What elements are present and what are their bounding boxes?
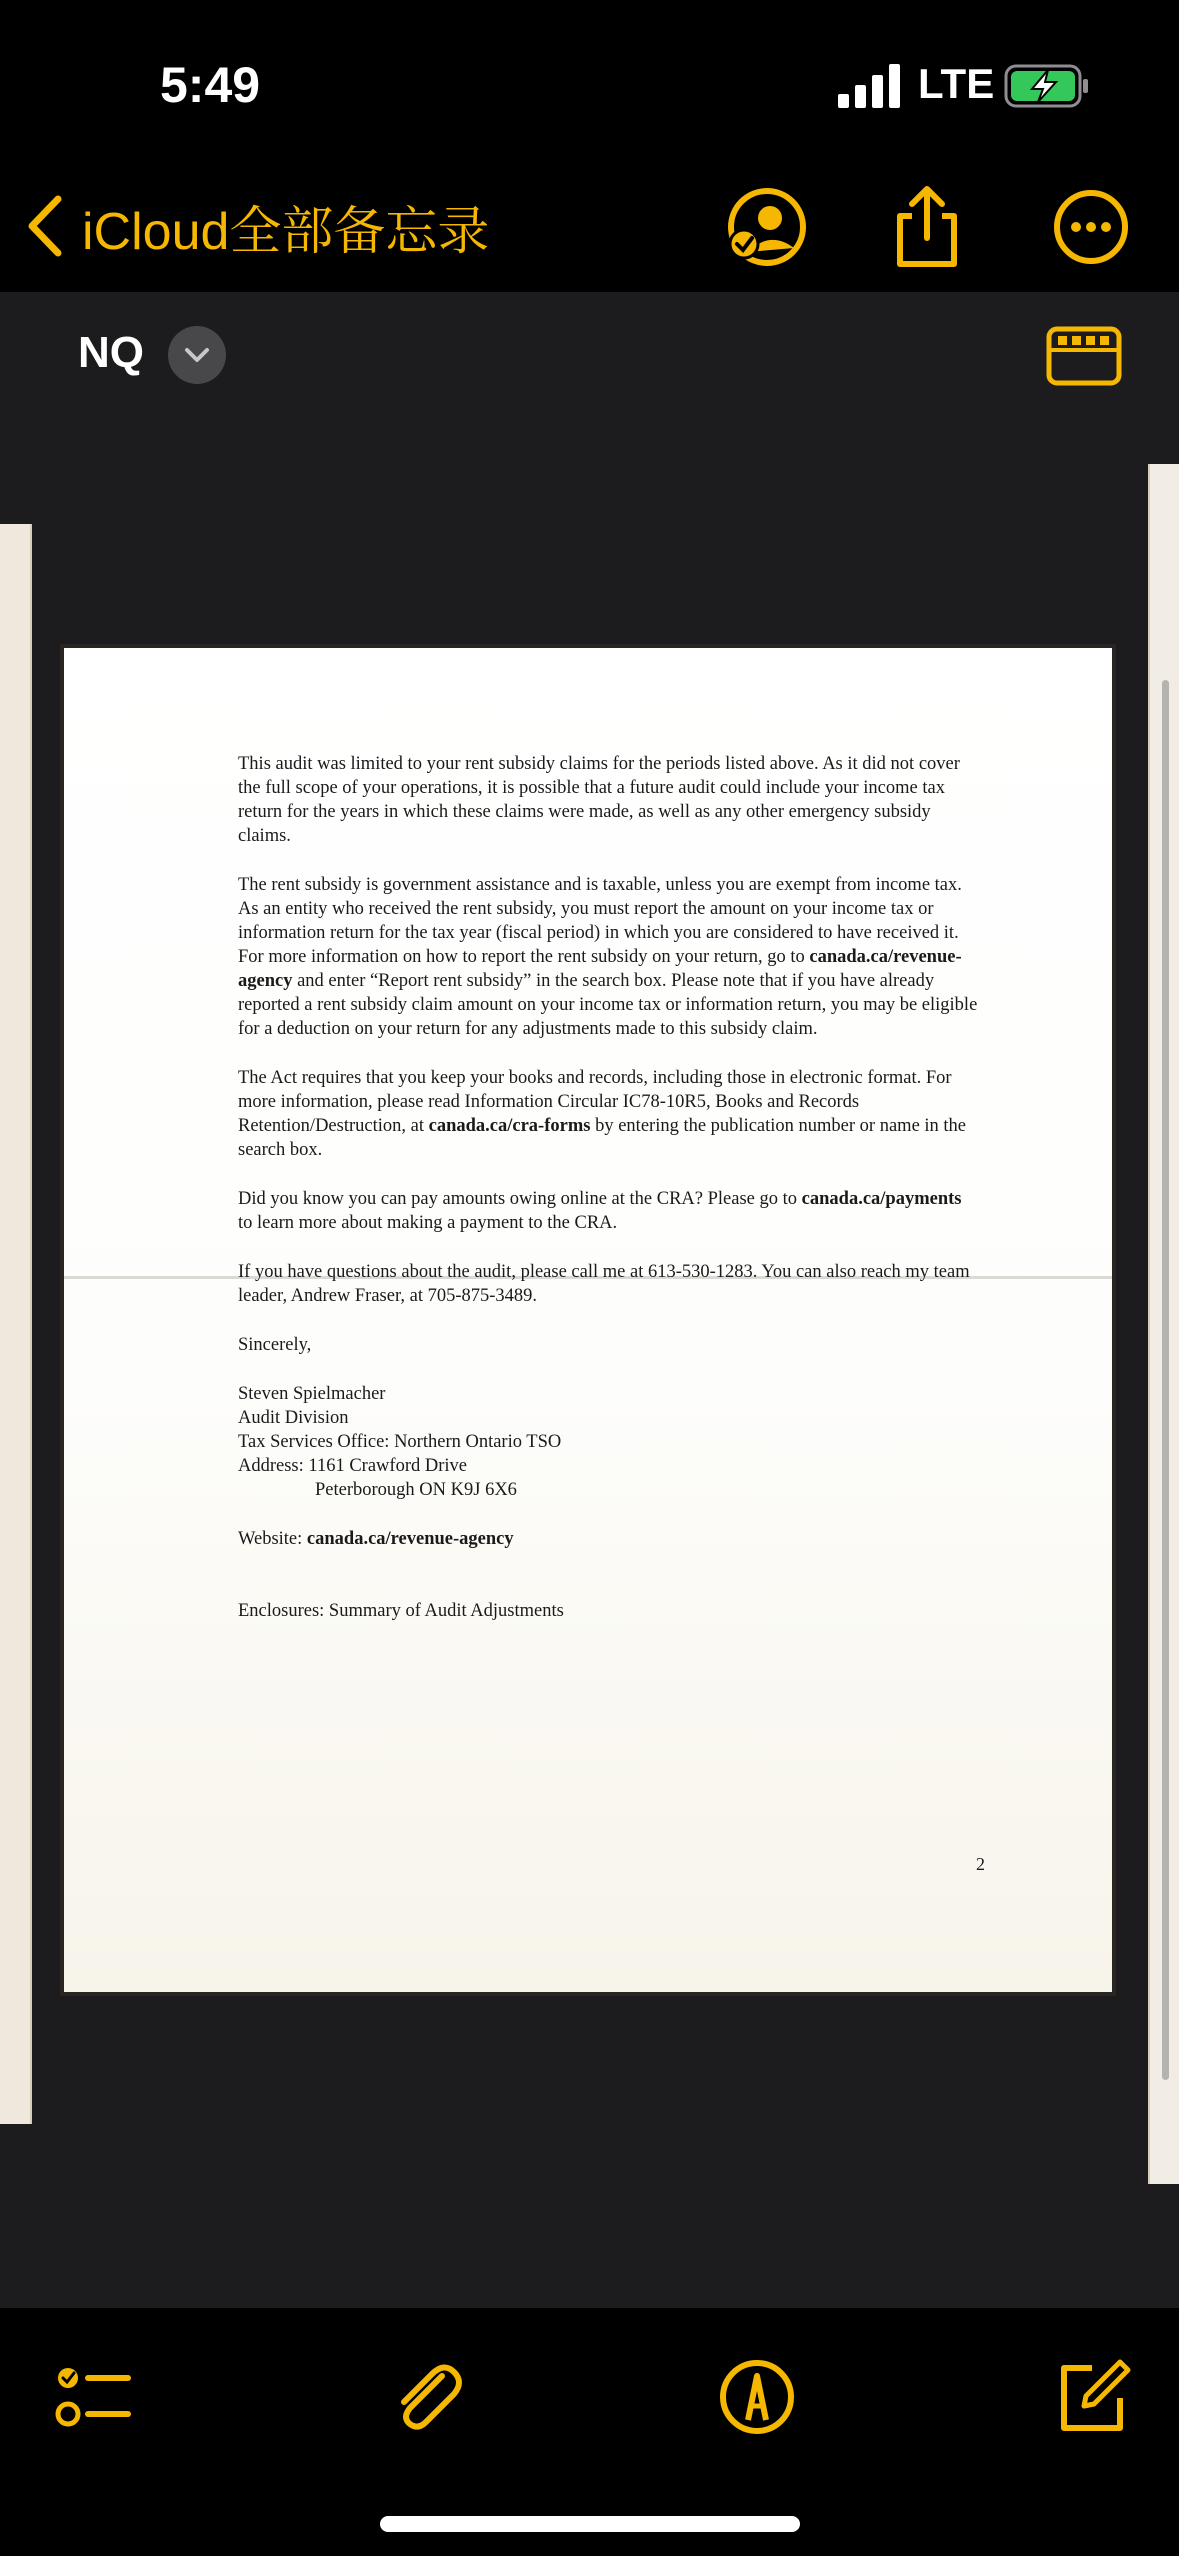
letter-body <box>238 752 978 1648</box>
scan-viewer[interactable] <box>0 420 1179 2308</box>
scroll-indicator <box>1162 680 1169 2080</box>
share-person-icon[interactable] <box>722 182 812 272</box>
enclosures: Enclosures: Summary of Audit Adjustments <box>238 1601 564 1621</box>
text-segment: to learn more about making a payment to the CRA. <box>238 1213 618 1233</box>
note-title: NQ <box>78 328 144 377</box>
scanned-letter-page <box>60 644 1116 1996</box>
attachment-icon[interactable] <box>382 2352 472 2442</box>
text-segment: The Act requires that you keep your books and records, including those in electronic format. For more information, please read Information Circular IC78-10R5, Books and Records Retention/Destruction, at <box>238 1068 952 1136</box>
cellular-signal-icon <box>838 64 902 108</box>
address-line-2: Peterborough ON K9J 6X6 <box>315 1480 517 1500</box>
website-line <box>238 1527 978 1551</box>
text-segment: Did you know you can pay amounts owing online at the CRA? Please go to <box>238 1189 802 1209</box>
note-header <box>0 292 1179 422</box>
paragraph-questions: If you have questions about the audit, please call me at 613-530-1283. You can also reach my team leader, Andrew Fraser, at 705-875-3489. <box>238 1262 970 1306</box>
text-segment: and enter “Report rent subsidy” in the search box. Please note that if you have already reported a rent subsidy claim amount on your income tax or information return, you may be eligible for a deduction on your return for any adjustments made to this subsidy claim. <box>238 971 978 1039</box>
more-options-icon[interactable] <box>1046 182 1136 272</box>
paragraph-books-records <box>238 1066 978 1162</box>
link-cra-forms: canada.ca/cra-forms <box>428 1116 591 1136</box>
link-revenue-agency: canada.ca/revenue-agency <box>238 947 962 991</box>
status-time: 5:49 <box>160 57 261 113</box>
compose-note-icon[interactable] <box>1046 2352 1136 2442</box>
gallery-view-icon[interactable] <box>1046 326 1122 386</box>
address-line-1: Address: 1161 Crawford Drive <box>238 1456 467 1476</box>
paragraph-payments <box>238 1187 978 1235</box>
text-segment: by entering the publication number or name in the search box. <box>238 1116 967 1160</box>
markup-pen-icon[interactable] <box>712 2352 802 2442</box>
page-number: 2 <box>976 1854 985 1874</box>
nav-bar <box>0 160 1179 292</box>
previous-scan-page[interactable] <box>0 524 32 2124</box>
battery-charging-icon <box>1004 64 1090 108</box>
signer-name: Steven Spielmacher <box>238 1384 386 1404</box>
closing: Sincerely, <box>238 1335 312 1355</box>
link-payments: canada.ca/payments <box>801 1189 962 1209</box>
signature-block <box>238 1382 978 1502</box>
title-menu-button[interactable] <box>168 326 226 384</box>
back-button[interactable] <box>22 190 489 262</box>
share-icon[interactable] <box>882 182 972 272</box>
website-label: Website: <box>238 1529 307 1549</box>
chevron-left-icon <box>22 193 68 259</box>
link-website: canada.ca/revenue-agency <box>306 1529 514 1549</box>
back-button-label: iCloud全部备忘录 <box>82 202 490 261</box>
status-bar <box>0 0 1179 160</box>
home-indicator[interactable] <box>380 2516 800 2532</box>
signer-office: Tax Services Office: Northern Ontario TSO <box>238 1432 562 1452</box>
network-type: LTE <box>918 60 995 107</box>
text-segment: The rent subsidy is government assistance and is taxable, unless you are exempt from income tax. As an entity who received the rent subsidy, you must report the amount on your income tax or information return for the tax year (fiscal period) in which you are considered to have received it. For more information on how to report the rent subsidy on your return, go to <box>238 875 962 967</box>
checklist-icon[interactable] <box>50 2352 140 2442</box>
chevron-down-icon <box>182 345 212 365</box>
paragraph-rent-subsidy <box>238 873 978 1041</box>
paragraph-audit-scope: This audit was limited to your rent subsidy claims for the periods listed above. As it did not cover the full scope of your operations, it is possible that a future audit could include your income tax return for the years in which these claims were made, as well as any other emergency subsidy claims. <box>238 754 960 846</box>
signer-division: Audit Division <box>238 1408 349 1428</box>
